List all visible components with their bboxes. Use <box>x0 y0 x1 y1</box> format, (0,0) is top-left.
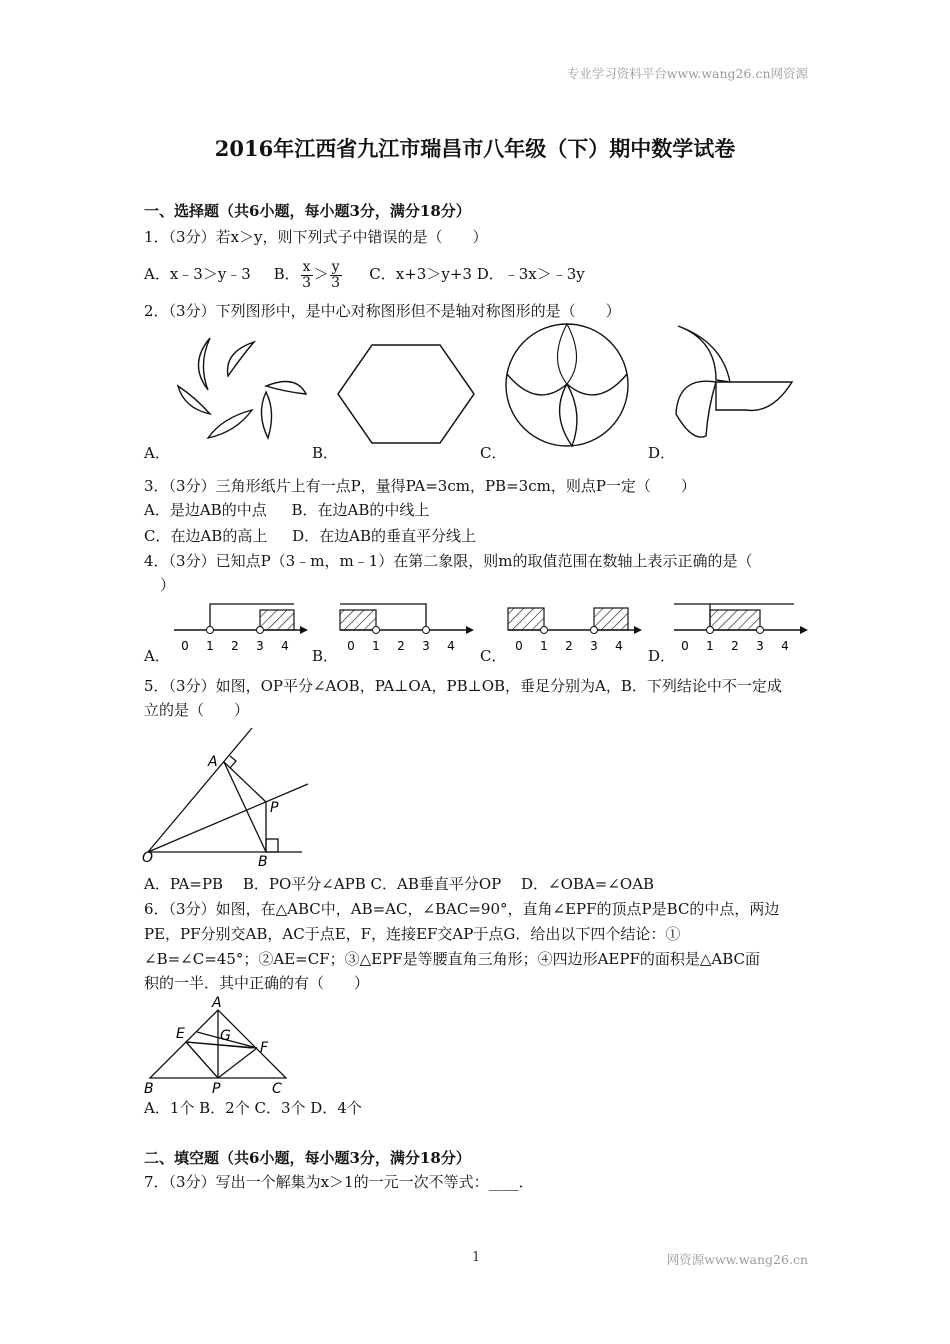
q3-options-ab <box>144 500 429 520</box>
page-footer: 网资源www.wang26.cn <box>666 1252 808 1267</box>
q5-label-a: A <box>208 754 218 770</box>
q3-option-c: C．在边AB的高上 <box>144 527 268 545</box>
q4d-tick-2: 2 <box>731 639 739 653</box>
q6-label-e: E <box>176 1026 185 1042</box>
q4a-tick-0: 0 <box>181 639 189 653</box>
q4-numberline-c <box>504 598 644 656</box>
q2-label-b: B． <box>312 444 339 462</box>
q5-figure <box>140 726 312 868</box>
q2-figure-b-hexagon <box>336 343 476 445</box>
q1-option-d: D．﹣3x＞﹣3y <box>476 265 585 283</box>
q1-option-b-label: B． <box>273 265 300 283</box>
q5-label-o: O <box>142 850 154 866</box>
page-number: 1 <box>472 1250 481 1265</box>
page-header: 专业学习资料平台www.wang26.cn网资源 <box>566 66 808 81</box>
section-1-heading: 一、选择题（共6小题，每小题3分，满分18分） <box>144 202 471 220</box>
q4a-tick-2: 2 <box>231 639 239 653</box>
q6-stem-line1: 6．（3分）如图，在△ABC中，AB=AC，∠BAC=90°，直角∠EPF的顶点P是BC的中点，两边 <box>144 900 780 918</box>
q6-label-g: G <box>220 1028 231 1044</box>
q2-stem: 2．（3分）下列图形中，是中心对称图形但不是轴对称图形的是（ ） <box>144 302 621 320</box>
q6-stem-line4: 积的一半．其中正确的有（ ） <box>144 974 370 992</box>
q3-option-b: B．在边AB的中线上 <box>291 501 430 519</box>
q2-figure-c-circle <box>504 322 630 448</box>
q5-options: A．PA=PB B．PO平分∠APB C．AB垂直平分OP D．∠OBA=∠OAB <box>144 875 655 893</box>
q2-figure-a <box>170 334 310 444</box>
q4c-tick-0: 0 <box>515 639 523 653</box>
q3-options-cd <box>144 526 476 546</box>
q6-label-f: F <box>260 1040 269 1056</box>
q3-option-d: D．在边AB的垂直平分线上 <box>292 527 477 545</box>
q4c-tick-1: 1 <box>540 639 548 653</box>
q6-stem-line3: ∠B=∠C=45°；②AE=CF；③△EPF是等腰直角三角形；④四边形AEPF的面积是△ABC面 <box>144 950 761 968</box>
q4-label-a: A． <box>144 647 170 665</box>
q3-stem: 3．（3分）三角形纸片上有一点P，量得PA=3cm，PB=3cm，则点P一定（ ） <box>144 477 696 495</box>
q4-stem-line1: 4．（3分）已知点P（3﹣m，m﹣1）在第二象限，则m的取值范围在数轴上表示正确的是（ <box>144 552 753 570</box>
q4c-tick-2: 2 <box>565 639 573 653</box>
q6-options: A．1个 B．2个 C．3个 D．4个 <box>144 1099 362 1117</box>
q5-stem-line2: 立的是（ ） <box>144 701 250 719</box>
q1-option-a: A．x﹣3＞y﹣3 <box>144 265 251 283</box>
q5-label-b: B <box>258 854 268 870</box>
q6-label-c: C <box>272 1081 282 1097</box>
q2-label-a: A． <box>144 444 170 462</box>
q3-option-a: A．是边AB的中点 <box>144 501 267 519</box>
q5-label-p: P <box>270 800 279 816</box>
q4-numberline-d <box>670 598 810 656</box>
q2-label-c: C． <box>480 444 507 462</box>
q4b-tick-3: 3 <box>422 639 430 653</box>
q4a-tick-1: 1 <box>206 639 214 653</box>
q4c-tick-3: 3 <box>590 639 598 653</box>
q4a-tick-3: 3 <box>256 639 264 653</box>
q6-label-b: B <box>144 1081 154 1097</box>
q6-label-p: P <box>212 1081 221 1097</box>
q4d-tick-3: 3 <box>756 639 764 653</box>
section-2-heading: 二、填空题（共6小题，每小题3分，满分18分） <box>144 1149 471 1167</box>
q4d-tick-4: 4 <box>781 639 789 653</box>
q4d-tick-1: 1 <box>706 639 714 653</box>
q1-fraction-x: $\frac{x}{3}$ <box>302 258 312 291</box>
q6-stem-line2: PE，PF分别交AB，AC于点E，F，连接EF交AP于点G．给出以下四个结论：① <box>144 925 681 943</box>
q7-stem: 7．（3分）写出一个解集为x＞1的一元一次不等式：____． <box>144 1173 534 1191</box>
q4-stem-line2: ） <box>160 576 176 594</box>
q4a-tick-4: 4 <box>281 639 289 653</box>
q5-stem-line1: 5．（3分）如图，OP平分∠AOB，PA⊥OA，PB⊥OB，垂足分别为A，B．下列结论中不一定成 <box>144 677 782 695</box>
q1-fraction-y: $\frac{y}{3}$ <box>331 258 341 291</box>
q4-numberline-a <box>170 598 310 656</box>
q2-label-d: D． <box>648 444 676 462</box>
q4b-tick-2: 2 <box>397 639 405 653</box>
q4b-tick-4: 4 <box>447 639 455 653</box>
paper-title: 2016年江西省九江市瑞昌市八年级（下）期中数学试卷 <box>214 136 736 161</box>
q4d-tick-0: 0 <box>681 639 689 653</box>
q2-figure-d-pinwheel <box>668 322 796 444</box>
q4b-tick-1: 1 <box>372 639 380 653</box>
q4-numberline-b <box>336 598 476 656</box>
q1-option-b-op: ＞ <box>313 265 329 283</box>
q1-stem: 1．（3分）若x＞y，则下列式子中错误的是（ ） <box>144 228 488 246</box>
q1-options <box>144 258 585 291</box>
q4-label-d: D． <box>648 647 676 665</box>
q6-figure <box>140 995 290 1097</box>
q4c-tick-4: 4 <box>615 639 623 653</box>
q4b-tick-0: 0 <box>347 639 355 653</box>
q4-label-c: C． <box>480 647 507 665</box>
q4-label-b: B． <box>312 647 339 665</box>
q6-label-a: A <box>212 995 222 1011</box>
q1-option-c: C．x+3＞y+3 <box>369 265 472 283</box>
